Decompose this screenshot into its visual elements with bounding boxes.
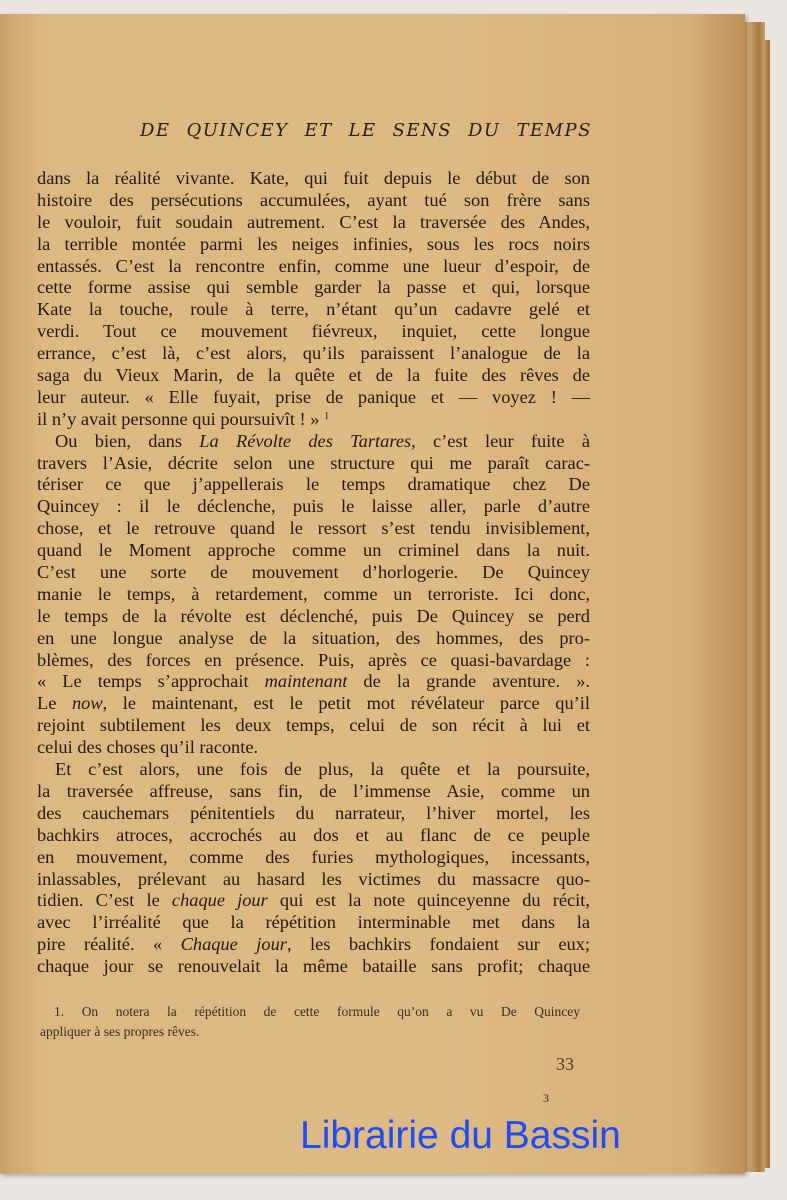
text-line [37,562,590,584]
text-line [37,606,590,628]
text-segment: rejoint subtilement les deux temps, celui de son récit à lui et [37,715,590,736]
text-line [37,584,590,606]
text-line [37,277,590,299]
text-segment: chaque jour se renouvelait la même bataille sans profit; chaque [37,956,590,977]
text-segment: le temps de la révolte est déclenché, puis De Quincey se perd [37,605,590,626]
text-line [37,365,590,387]
text-line [37,956,590,978]
text-line [37,299,590,321]
footnote [40,1002,580,1042]
text-line [37,803,590,825]
text-segment: tériser ce que j’appellerais le temps dramatique chez De [37,474,590,495]
italic-text: La Révolte des Tartares [199,430,412,451]
text-segment: en mouvement, comme des furies mythologiques, incessants, [37,846,590,867]
text-segment: C’est une sorte de mouvement d’horlogerie. De Quincey [37,562,590,583]
text-segment: chose, et le retrouve quand le ressort s’est tendu invisiblement, [37,518,590,539]
text-segment: tidien. C’est le [37,890,172,911]
text-segment: , les bachkirs fondaient sur eux; [286,934,591,955]
text-line [37,759,590,781]
text-segment: en une longue analyse de la situation, des hommes, des pro- [37,627,590,648]
text-segment: Kate la touche, roule à terre, n’étant qu’un cadavre gelé et [37,299,590,320]
text-segment: dans la réalité vivante. Kate, qui fuit depuis le début de son [37,168,590,188]
italic-text: chaque jour [171,890,268,911]
text-segment: histoire des persécutions accumulées, ayant tué son frère sans [37,189,590,210]
text-line [37,474,590,496]
text-line [37,737,590,759]
footnote-ref: 1 [324,410,330,422]
text-line [37,540,590,562]
text-line [37,628,590,650]
text-segment: saga du Vieux Marin, de la quête et de la fuite des rêves de [37,365,590,386]
text-segment: des cauchemars pénitentiels du narrateur, l’hiver mortel, les [37,802,590,823]
text-line [37,496,590,518]
text-line [37,321,590,343]
page-number: 33 [556,1054,574,1074]
text-segment: Ou bien, dans [55,430,200,451]
text-segment: Et c’est alors, une fois de plus, la quête et la poursuite, [55,759,590,780]
text-segment: blèmes, des forces en présence. Puis, après ce quasi-bavardage : [37,649,590,670]
text-line [37,934,590,956]
text-line [37,256,590,278]
text-line [37,825,590,847]
text-line [37,781,590,803]
text-line [37,890,590,912]
text-segment: quand le Moment approche comme un criminel dans la nuit. [37,540,590,561]
text-line [37,869,590,891]
paragraph [37,431,590,759]
text-segment: celui des choses qu’il raconte. [37,737,259,758]
text-line [37,912,590,934]
text-line [37,168,590,190]
italic-text: now [71,693,103,714]
paragraph [37,759,590,978]
text-segment: le vouloir, fuit soudain autrement. C’est la traversée des Andes, [37,211,590,232]
text-line [37,693,590,715]
text-segment: Quincey : il le déclenche, puis le laisse aller, parle d’autre [37,496,590,517]
text-segment: la terrible montée parmi les neiges infinies, sous les rocs noirs [37,233,590,254]
body-text [37,168,590,978]
text-segment: qui est la note quinceyenne du récit, [267,890,590,911]
text-line [37,387,590,409]
footnote-line: appliquer à ses propres rêves. [40,1024,200,1039]
italic-text: maintenant [264,671,348,692]
text-line [37,518,590,540]
text-segment: , le maintenant, est le petit mot révélateur parce qu’il [102,693,590,714]
text-segment: inlassables, prélevant au hasard les victimes du massacre quo- [37,868,590,889]
text-segment: entassés. C’est la rencontre enfin, comme une lueur d’espoir, de [37,255,590,276]
text-line [37,650,590,672]
text-line [37,453,590,475]
text-segment: Le [37,693,72,714]
text-segment: avec l’irréalité que la répétition interminable met dans la [37,912,590,933]
text-line [37,715,590,737]
text-segment: il n’y avait personne qui poursuivît ! » [37,408,325,429]
text-segment: manie le temps, à retardement, comme un terroriste. Ici donc, [37,583,590,604]
paragraph [37,168,590,431]
text-segment: verdi. Tout ce mouvement fiévreux, inquiet, cette longue [37,321,590,342]
text-segment: pire réalité. « [37,934,181,955]
text-segment: cette forme assise qui semble garder la passe et qui, lorsque [37,277,590,298]
text-segment: leur auteur. « Elle fuyait, prise de panique et — voyez ! — [37,386,590,407]
text-line [37,343,590,365]
text-segment: , c’est leur fuite à [411,430,590,451]
text-line [37,671,590,693]
text-segment: errance, c’est là, c’est alors, qu’ils paraissent l’analogue de la [37,343,590,364]
watermark: Librairie du Bassin [300,1114,621,1157]
text-line [37,212,590,234]
italic-text: Chaque jour [180,934,287,955]
text-segment: bachkirs atroces, accrochés au dos et au flanc de ce peuple [37,824,590,845]
text-segment: la traversée affreuse, sans fin, de l’immense Asie, comme un [37,780,590,801]
text-line [37,190,590,212]
text-line [37,234,590,256]
text-line [37,847,590,869]
text-line [37,431,590,453]
text-segment: « Le temps s’approchait [37,671,265,692]
text-segment: de la grande aventure. ». [347,671,590,692]
signature-mark: 3 [543,1091,549,1105]
text-line [37,409,590,431]
running-header: DE QUINCEY ET LE SENS DU TEMPS [140,120,592,141]
footnote-line: 1. On notera la répétition de cette formule qu’on a vu De Quincey [54,1004,580,1019]
text-segment: travers l’Asie, décrite selon une structure qui me paraît carac- [37,452,590,473]
